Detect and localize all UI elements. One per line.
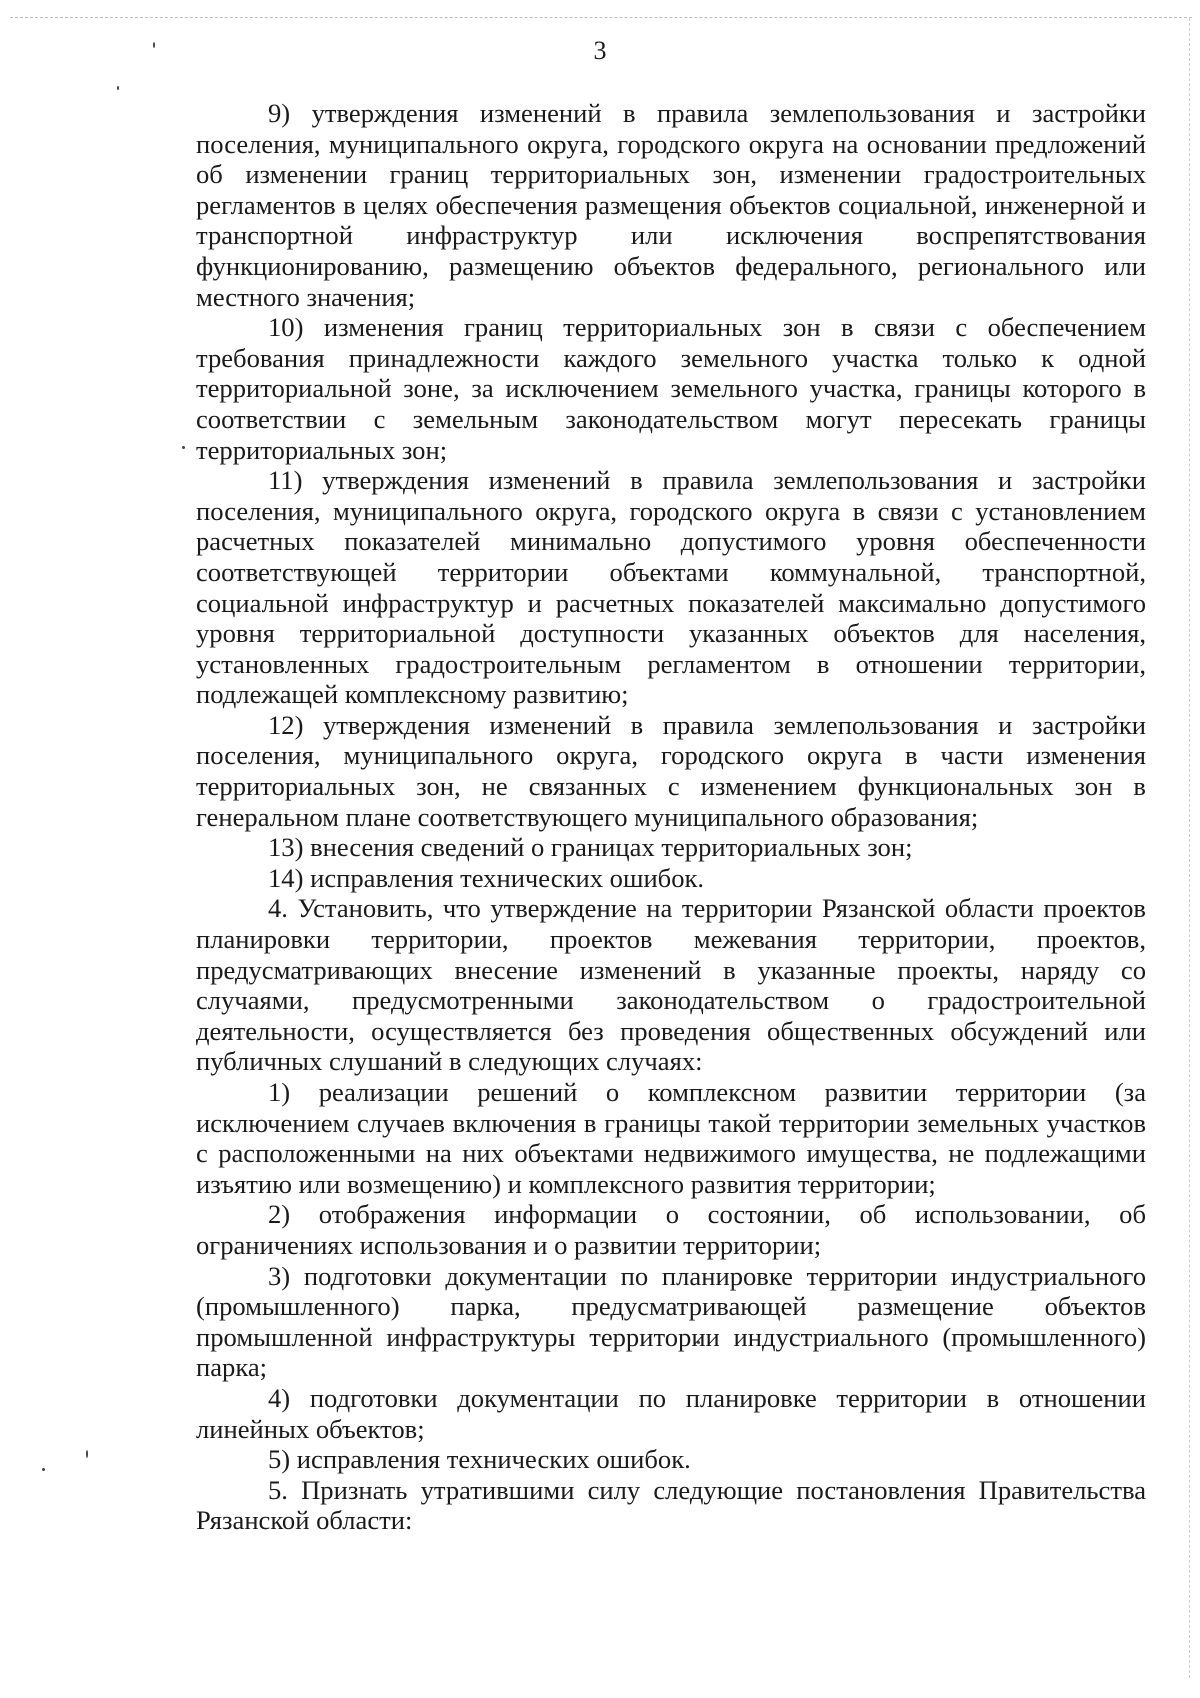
paragraph: 12) утверждения изменений в правила землепользования и застройки поселения, муниципального округа, городского округа в части изменения территориальных зон, не связанных с изменением функциональных зон в генеральном плане соответствующего муниципального образования; (196, 709, 1146, 832)
paragraph: 1) реализации решений о комплексном развитии территории (за исключением случаев включения в границы такой территории земельных участков с расположенными на них объектами недвижимого имущества, не подлежащими изъятию или возмещению) и комплексного развития территории; (196, 1077, 1146, 1199)
scan-speck (182, 446, 185, 449)
paragraph: 2) отображения информации о состоянии, об использовании, об ограничениях использования и о развитии территории; (196, 1199, 1146, 1260)
scan-top-edge (10, 17, 1192, 18)
paragraph: 14) исправления технических ошибок. (268, 862, 705, 893)
scan-speck (86, 1450, 88, 1458)
paragraph: 10) изменения границ территориальных зон в связи с обеспечением требования принадлежности каждого земельного участка только к одной территориальной зоне, за исключением земельного участка, границы которого в соответствии с земельным законодательством могут пересекать границы территориальных зон; (196, 312, 1146, 465)
paragraph: 9) утверждения изменений в правила землепользования и застройки поселения, муниципального округа, городского округа на основании предложений об изменении границ территориальных зон, изменении градостроительных регламентов в целях обеспечения размещения объектов социальной, инженерной и транспортной инфраструктур или исключения воспрепятствования функционированию, размещению объектов федерального, регионального или местного значения; (196, 98, 1146, 312)
paragraph: 4. Установить, что утверждение на территории Рязанской области проектов планировки территории, проектов межевания территории, проектов, предусматривающих внесение изменений в указанные проекты, наряду со случаями, предусмотренными законодательством о градостроительной деятельности, осуществляется без проведения общественных обсуждений или публичных слушаний в следующих случаях: (196, 893, 1146, 1077)
scan-speck (117, 86, 119, 90)
paragraph: 13) внесения сведений о границах территориальных зон; (268, 832, 913, 863)
page-number: 3 (593, 36, 607, 65)
paragraph: 5. Признать утратившими силу следующие постановления Правительства Рязанской области: (196, 1474, 1146, 1536)
document-body (196, 98, 1146, 1536)
paragraph: 11) утверждения изменений в правила землепользования и застройки поселения, муниципального округа, городского округа в связи с установлением расчетных показателей минимально допустимого уровня обеспеченности соответствующей территории объектами коммунальной, транспортной, социальной инфраструктур и расчетных показателей максимально допустимого уровня территориальной доступности указанных объектов для населения, установленных градостроительным регламентом в отношении территории, подлежащей комплексному развитию; (196, 465, 1146, 710)
paragraph: 5) исправления технических ошибок. (268, 1444, 691, 1475)
paragraph: 4) подготовки документации по планировке территории в отношении линейных объектов; (196, 1382, 1146, 1444)
scan-speck (42, 1468, 45, 1471)
paragraph: 3) подготовки документации по планировке территории индустриального (промышленного) парка, предусматривающей размещение объектов промышленной инфраструктуры территории индустриального (промышленного) парка; (196, 1260, 1146, 1383)
scan-right-edge (1189, 18, 1190, 1678)
